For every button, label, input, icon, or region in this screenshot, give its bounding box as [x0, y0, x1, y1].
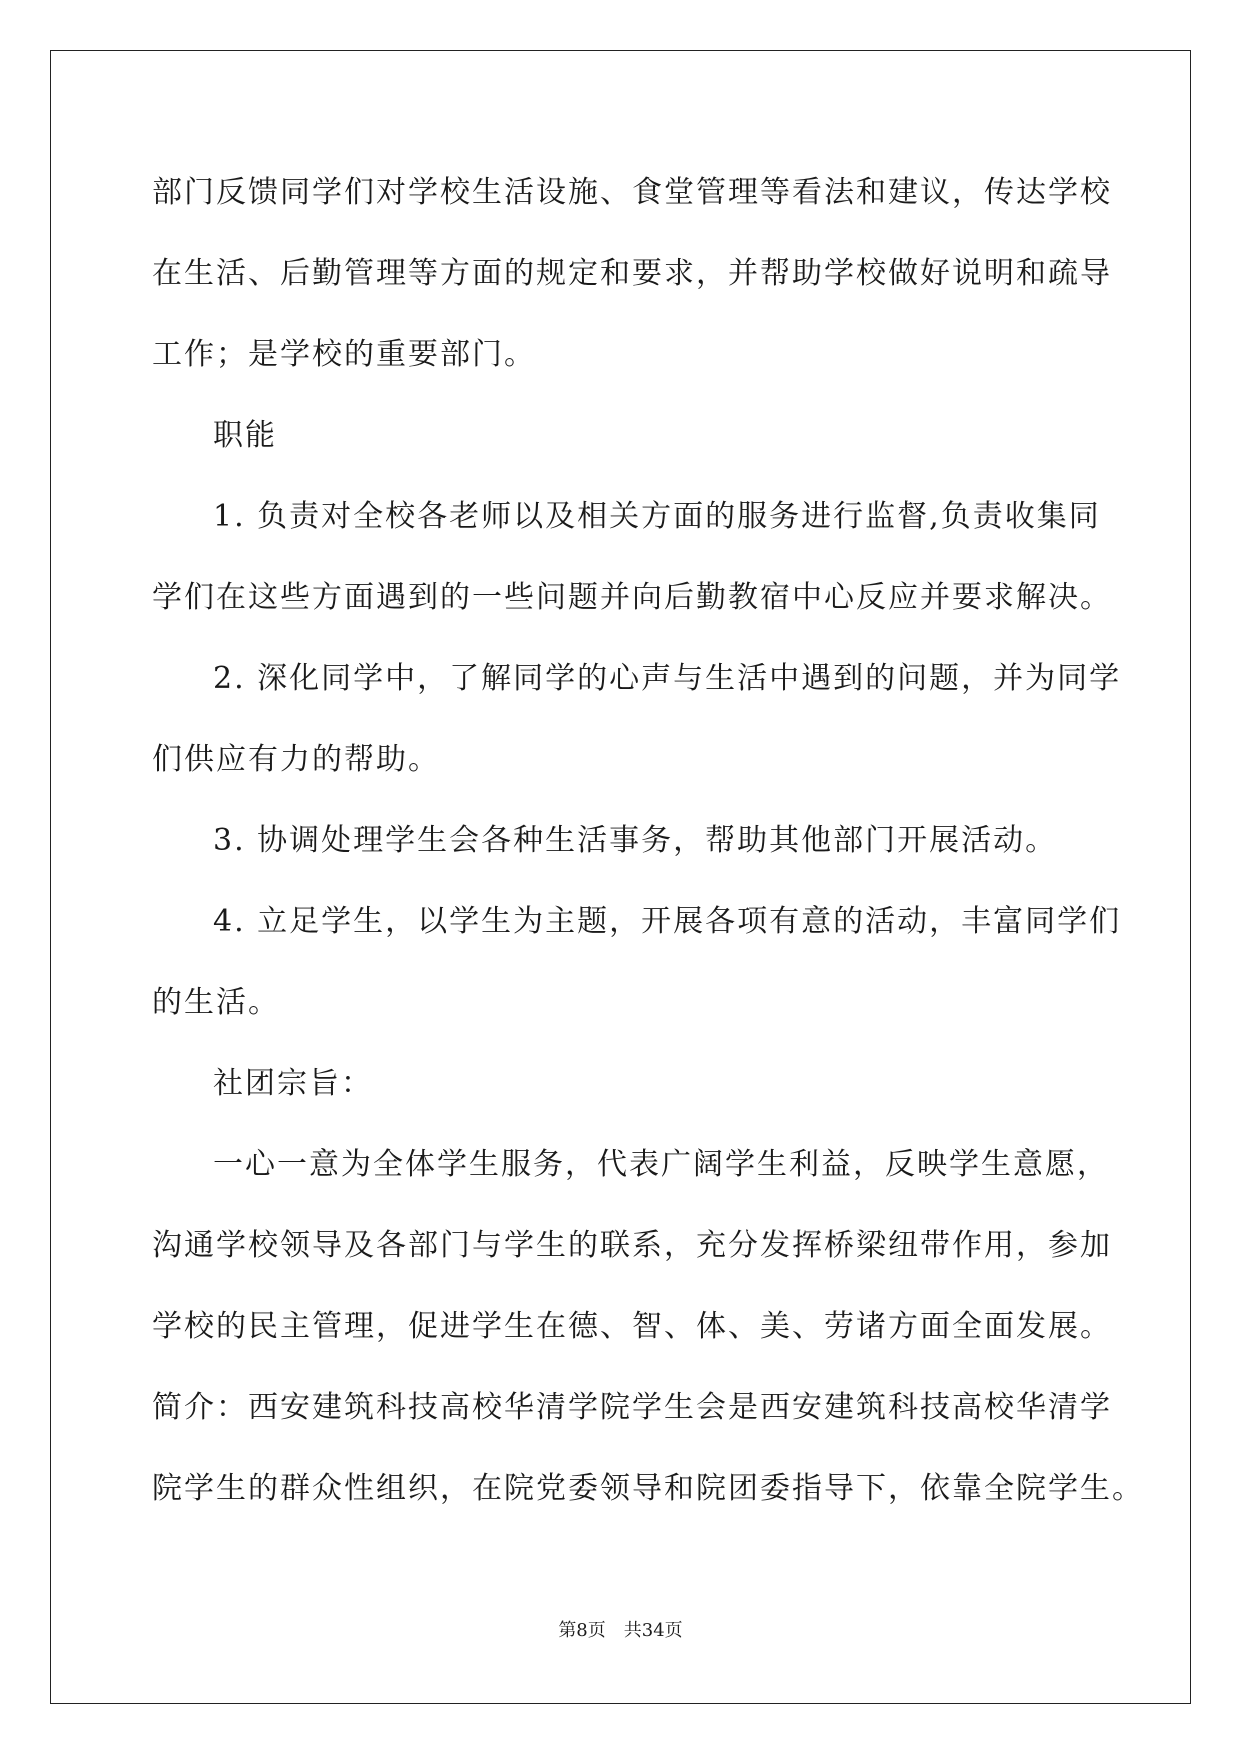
text-line: 们供应有力的帮助。 — [152, 742, 440, 777]
page-number: 第8页 — [558, 1620, 606, 1641]
text-line: 沟通学校领导及各部门与学生的联系，充分发挥桥梁纽带作用，参加 — [152, 1228, 1112, 1263]
text-line: 在生活、后勤管理等方面的规定和要求，并帮助学校做好说明和疏导 — [152, 256, 1112, 291]
paragraph-start: 一心一意为全体学生服务，代表广阔学生利益，反映学生意愿， — [213, 1147, 1109, 1182]
document-body — [152, 152, 1144, 1529]
list-item-1: 1. 负责对全校各老师以及相关方面的服务进行监督,负责收集同 — [213, 499, 1101, 534]
section-heading-purpose: 社团宗旨： — [213, 1066, 373, 1101]
text-line: 学校的民主管理，促进学生在德、智、体、美、劳诸方面全面发展。 — [152, 1309, 1112, 1344]
text-line: 学们在这些方面遇到的一些问题并向后勤教宿中心反应并要求解决。 — [152, 580, 1112, 615]
intro-line: 简介：西安建筑科技高校华清学院学生会是西安建筑科技高校华清学 — [152, 1390, 1112, 1425]
list-item-4: 4. 立足学生，以学生为主题，开展各项有意的活动，丰富同学们 — [213, 904, 1122, 939]
section-heading-functions: 职能 — [213, 418, 277, 453]
text-line: 的生活。 — [152, 985, 280, 1020]
text-line: 工作；是学校的重要部门。 — [152, 337, 536, 372]
list-item-2: 2. 深化同学中，了解同学的心声与生活中遇到的问题，并为同学 — [213, 661, 1122, 696]
text-line: 院学生的群众性组织，在院党委领导和院团委指导下，依靠全院学生。 — [152, 1471, 1144, 1506]
list-item-3: 3. 协调处理学生会各种生活事务，帮助其他部门开展活动。 — [213, 823, 1058, 858]
page-footer — [0, 1616, 1241, 1642]
page-total: 共34页 — [623, 1620, 683, 1641]
text-line: 部门反馈同学们对学校生活设施、食堂管理等看法和建议，传达学校 — [152, 175, 1112, 210]
